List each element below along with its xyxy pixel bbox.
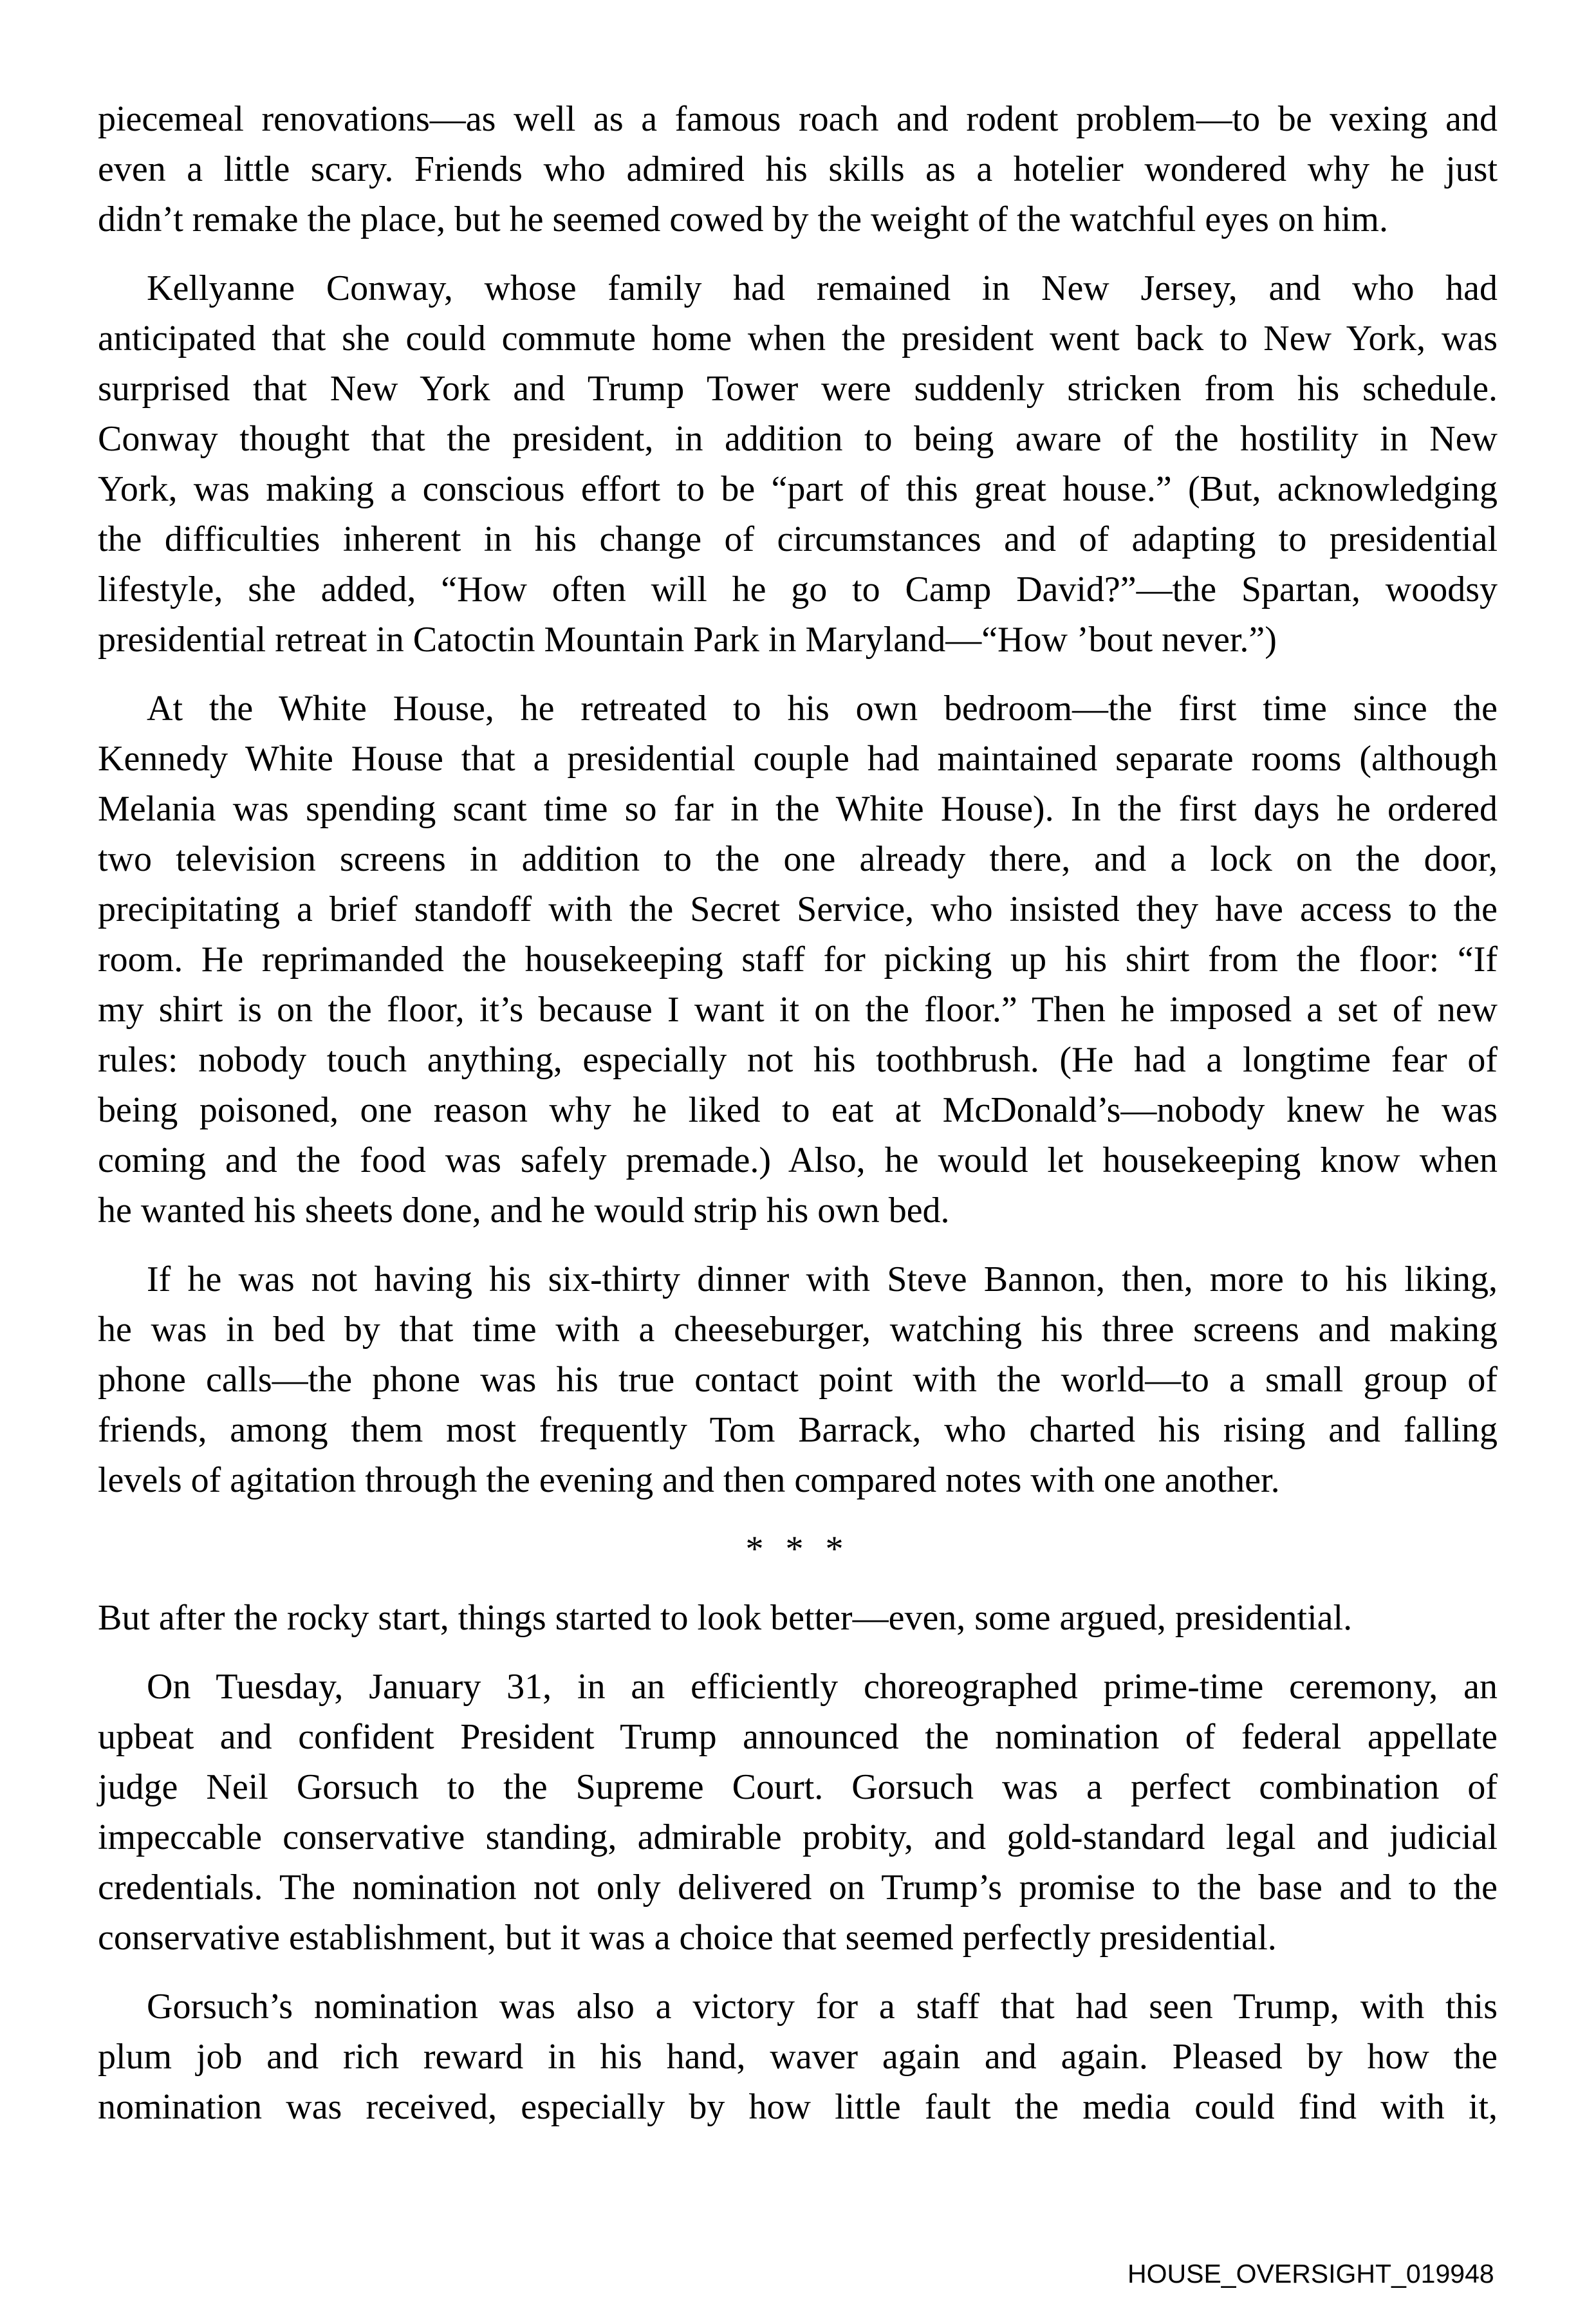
- text-line: the difficulties inherent in his change of circumstances and of adapting to presidential: [98, 519, 1498, 559]
- bates-stamp: HOUSE_OVERSIGHT_019948: [1127, 2259, 1494, 2288]
- paragraph-staff-victory: [98, 1982, 1498, 2132]
- text-line: precipitating a brief standoff with the Secret Service, who insisted they have access to the: [98, 889, 1498, 929]
- text-line: he was in bed by that time with a cheeseburger, watching his three screens and making: [98, 1310, 1498, 1350]
- text-line: Melania was spending scant time so far in the White House). In the first days he ordered: [98, 789, 1498, 829]
- text-line: didn’t remake the place, but he seemed cowed by the weight of the watchful eyes on him.: [98, 200, 1388, 239]
- paragraph-renovations: [98, 94, 1498, 245]
- text-line: he wanted his sheets done, and he would strip his own bed.: [98, 1191, 950, 1230]
- text-line: phone calls—the phone was his true contact point with the world—to a small group of: [98, 1360, 1498, 1400]
- text-line: surprised that New York and Trump Tower were suddenly stricken from his schedule.: [98, 369, 1498, 409]
- text-line: being poisoned, one reason why he liked to eat at McDonald’s—nobody knew he was: [98, 1090, 1498, 1130]
- text-line: On Tuesday, January 31, in an efficiently choreographed prime-time ceremony, an: [147, 1667, 1498, 1707]
- text-line: But after the rocky start, things started to look better—even, some argued, presidential.: [98, 1598, 1353, 1638]
- text-line: presidential retreat in Catoctin Mountain Park in Maryland—“How ’bout never.”): [98, 620, 1277, 660]
- text-line: Conway thought that the president, in addition to being aware of the hostility in New: [98, 419, 1498, 459]
- text-line: At the White House, he retreated to his own bedroom—the first time since the: [147, 689, 1498, 729]
- text-line: York, was making a conscious effort to be “part of this great house.” (But, acknowledging: [98, 469, 1498, 509]
- text-line: room. He reprimanded the housekeeping staff for picking up his shirt from the floor: “If: [98, 940, 1498, 979]
- paragraph-gorsuch-nomination: [98, 1662, 1498, 1963]
- section-break: * * *: [745, 1529, 850, 1569]
- text-line: two television screens in addition to the one already there, and a lock on the door,: [98, 839, 1498, 879]
- text-line: rules: nobody touch anything, especially not his toothbrush. (He had a longtime fear of: [98, 1040, 1498, 1080]
- text-line: nomination was received, especially by how little fault the media could find with it,: [98, 2087, 1498, 2127]
- text-line: judge Neil Gorsuch to the Supreme Court. Gorsuch was a perfect combination of: [98, 1767, 1498, 1807]
- text-line: coming and the food was safely premade.) Also, he would let housekeeping know when: [98, 1140, 1498, 1180]
- paragraph-rocky-start: [98, 1593, 1498, 1643]
- text-line: lifestyle, she added, “How often will he go to Camp David?”—the Spartan, woodsy: [98, 570, 1498, 609]
- paragraph-kellyanne-conway: [98, 263, 1498, 665]
- text-line: Kellyanne Conway, whose family had remained in New Jersey, and who had: [147, 268, 1498, 308]
- paragraph-white-house-bedroom: [98, 683, 1498, 1236]
- paragraph-dinner-bannon: [98, 1254, 1498, 1505]
- body-text: [98, 94, 1498, 2151]
- text-line: credentials. The nomination not only delivered on Trump’s promise to the base and to the: [98, 1868, 1498, 1908]
- text-line: my shirt is on the floor, it’s because I want it on the floor.” Then he imposed a set of new: [98, 990, 1498, 1030]
- text-line: If he was not having his six-thirty dinner with Steve Bannon, then, more to his liking,: [147, 1259, 1498, 1299]
- text-line: friends, among them most frequently Tom Barrack, who charted his rising and falling: [98, 1410, 1498, 1450]
- text-line: piecemeal renovations—as well as a famous roach and rodent problem—to be vexing and: [98, 99, 1498, 139]
- text-line: even a little scary. Friends who admired his skills as a hotelier wondered why he just: [98, 149, 1498, 189]
- text-line: conservative establishment, but it was a choice that seemed perfectly presidential.: [98, 1918, 1277, 1958]
- text-line: impeccable conservative standing, admirable probity, and gold-standard legal and judicial: [98, 1817, 1498, 1857]
- text-line: upbeat and confident President Trump announced the nomination of federal appellate: [98, 1717, 1498, 1757]
- text-line: anticipated that she could commute home when the president went back to New York, was: [98, 319, 1498, 358]
- text-line: Kennedy White House that a presidential couple had maintained separate rooms (although: [98, 739, 1498, 779]
- text-line: Gorsuch’s nomination was also a victory for a staff that had seen Trump, with this: [147, 1987, 1498, 2027]
- text-line: plum job and rich reward in his hand, waver again and again. Pleased by how the: [98, 2037, 1498, 2077]
- text-line: levels of agitation through the evening and then compared notes with one another.: [98, 1460, 1280, 1500]
